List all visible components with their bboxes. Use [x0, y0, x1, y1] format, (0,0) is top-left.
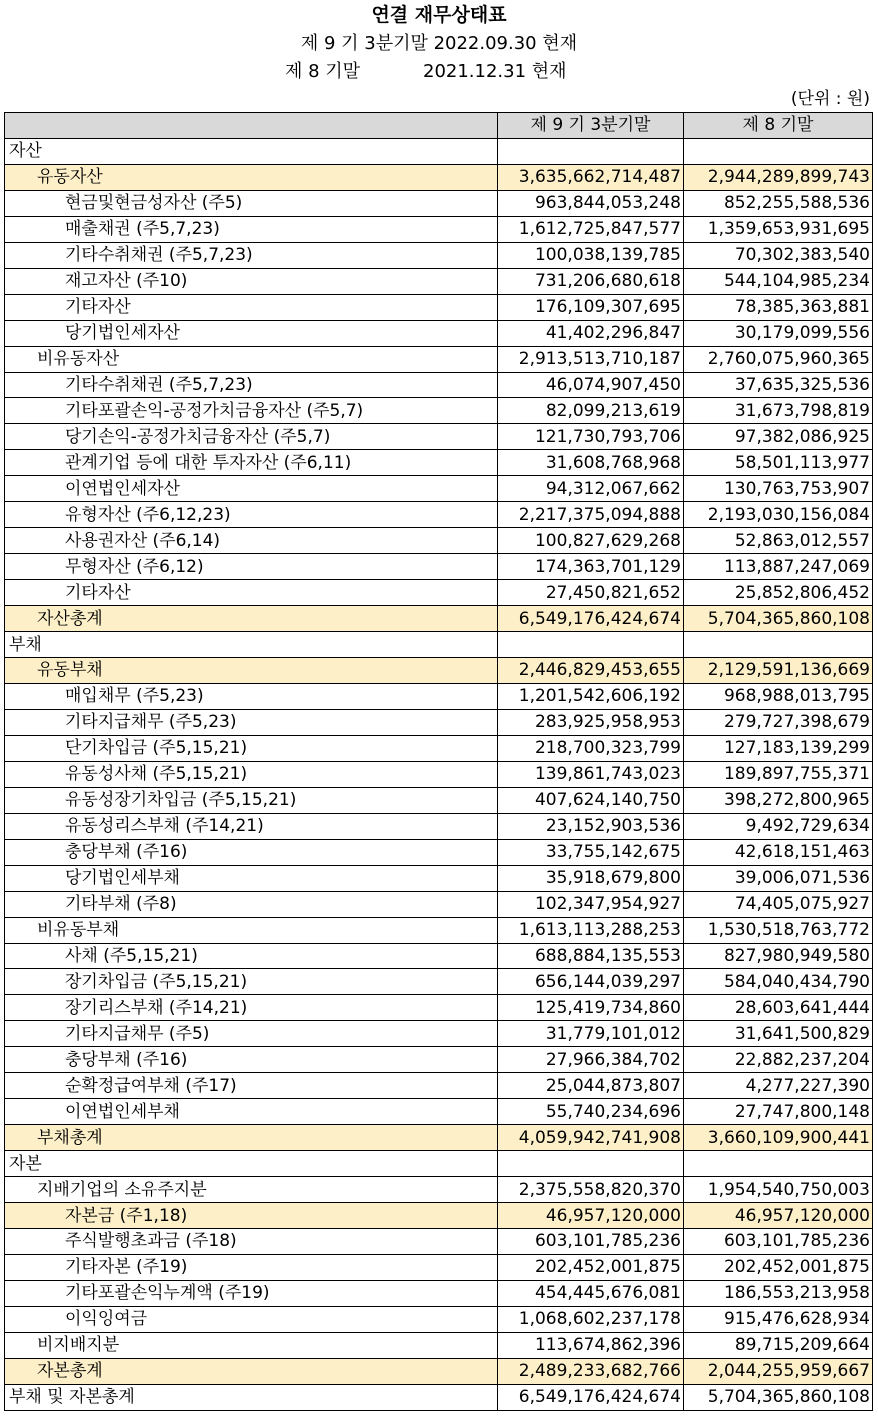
- table-row: [5, 372, 873, 398]
- current-period-value: 963,844,053,248: [498, 190, 684, 216]
- current-period-value: 102,347,954,927: [498, 891, 684, 917]
- current-period-value: 125,419,734,860: [498, 995, 684, 1021]
- table-row: [5, 813, 873, 839]
- header-account: [5, 113, 498, 139]
- table-row: [5, 1384, 873, 1410]
- current-period-value: 6,549,176,424,674: [498, 1384, 684, 1410]
- table-row: [5, 1047, 873, 1073]
- prior-period-value: 127,183,139,299: [684, 735, 873, 761]
- table-row: [5, 606, 873, 632]
- prior-period-value: 89,715,209,664: [684, 1332, 873, 1358]
- account-label: 비유동자산: [5, 346, 498, 372]
- table-row: [5, 580, 873, 606]
- table-row: [5, 424, 873, 450]
- table-row: [5, 969, 873, 995]
- account-label: 당기법인세부채: [5, 865, 498, 891]
- current-period-value: 218,700,323,799: [498, 735, 684, 761]
- prior-period-value: 603,101,785,236: [684, 1228, 873, 1254]
- account-label: 주식발행초과금 (주18): [5, 1228, 498, 1254]
- prior-period-value: 5,704,365,860,108: [684, 606, 873, 632]
- current-period-value: [498, 1151, 684, 1177]
- prior-period-value: 2,944,289,899,743: [684, 164, 873, 190]
- table-row: [5, 216, 873, 242]
- account-label: 재고자산 (주10): [5, 268, 498, 294]
- prior-period-value: 915,476,628,934: [684, 1306, 873, 1332]
- prior-period-value: 544,104,985,234: [684, 268, 873, 294]
- balance-sheet-table: [4, 112, 873, 1411]
- table-row: [5, 398, 873, 424]
- period-prior: 제 8 기말 2021.12.31 현재: [285, 61, 567, 82]
- account-label: 관계기업 등에 대한 투자자산 (주6,11): [5, 450, 498, 476]
- prior-period-value: 1,359,653,931,695: [684, 216, 873, 242]
- prior-period-value: 202,452,001,875: [684, 1254, 873, 1280]
- table-row: [5, 320, 873, 346]
- table-row: [5, 1151, 873, 1177]
- prior-period-value: 2,129,591,136,669: [684, 658, 873, 684]
- account-label: 무형자산 (주6,12): [5, 554, 498, 580]
- prior-period-value: 1,954,540,750,003: [684, 1177, 873, 1203]
- prior-period-value: 31,641,500,829: [684, 1021, 873, 1047]
- table-row: [5, 1125, 873, 1151]
- account-label: 당기법인세자산: [5, 320, 498, 346]
- prior-period-value: 28,603,641,444: [684, 995, 873, 1021]
- prior-period-value: 58,501,113,977: [684, 450, 873, 476]
- current-period-value: 407,624,140,750: [498, 787, 684, 813]
- account-label: 기타부채 (주8): [5, 891, 498, 917]
- table-row: [5, 995, 873, 1021]
- table-row: [5, 891, 873, 917]
- account-label: 충당부채 (주16): [5, 1047, 498, 1073]
- current-period-value: [498, 632, 684, 658]
- account-label: 지배기업의 소유주지분: [5, 1177, 498, 1203]
- table-row: [5, 242, 873, 268]
- account-label: 매출채권 (주5,7,23): [5, 216, 498, 242]
- current-period-value: 1,068,602,237,178: [498, 1306, 684, 1332]
- table-row: [5, 346, 873, 372]
- current-period-value: 27,966,384,702: [498, 1047, 684, 1073]
- prior-period-value: 584,040,434,790: [684, 969, 873, 995]
- current-period-value: 1,201,542,606,192: [498, 683, 684, 709]
- prior-period-value: 31,673,798,819: [684, 398, 873, 424]
- account-label: 사용권자산 (주6,14): [5, 528, 498, 554]
- table-row: [5, 1177, 873, 1203]
- account-label: 기타포괄손익-공정가치금융자산 (주5,7): [5, 398, 498, 424]
- current-period-value: 2,217,375,094,888: [498, 502, 684, 528]
- current-period-value: 202,452,001,875: [498, 1254, 684, 1280]
- current-period-value: 121,730,793,706: [498, 424, 684, 450]
- prior-period-value: 9,492,729,634: [684, 813, 873, 839]
- account-label: 기타자본 (주19): [5, 1254, 498, 1280]
- current-period-value: 35,918,679,800: [498, 865, 684, 891]
- account-label: 자본: [5, 1151, 498, 1177]
- table-row: [5, 865, 873, 891]
- prior-period-value: 25,852,806,452: [684, 580, 873, 606]
- account-label: 유동성장기차입금 (주5,15,21): [5, 787, 498, 813]
- current-period-value: 94,312,067,662: [498, 476, 684, 502]
- prior-period-value: 3,660,109,900,441: [684, 1125, 873, 1151]
- account-label: 부채: [5, 632, 498, 658]
- header-current-period: 제 9 기 3분기말: [498, 113, 684, 139]
- prior-period-value: 30,179,099,556: [684, 320, 873, 346]
- account-label: 비유동부채: [5, 917, 498, 943]
- table-row: [5, 268, 873, 294]
- current-period-value: 100,827,629,268: [498, 528, 684, 554]
- prior-period-value: 189,897,755,371: [684, 761, 873, 787]
- account-label: 이익잉여금: [5, 1306, 498, 1332]
- current-period-value: 174,363,701,129: [498, 554, 684, 580]
- account-label: 매입채무 (주5,23): [5, 683, 498, 709]
- table-row: [5, 1203, 873, 1229]
- current-period-value: 656,144,039,297: [498, 969, 684, 995]
- table-row: [5, 294, 873, 320]
- table-row: [5, 476, 873, 502]
- prior-period-value: 279,727,398,679: [684, 709, 873, 735]
- current-period-value: 41,402,296,847: [498, 320, 684, 346]
- prior-period-value: 70,302,383,540: [684, 242, 873, 268]
- table-row: [5, 138, 873, 164]
- account-label: 자본금 (주1,18): [5, 1203, 498, 1229]
- current-period-value: 31,608,768,968: [498, 450, 684, 476]
- account-label: 유동성사채 (주5,15,21): [5, 761, 498, 787]
- current-period-value: 100,038,139,785: [498, 242, 684, 268]
- current-period-value: 603,101,785,236: [498, 1228, 684, 1254]
- table-row: [5, 735, 873, 761]
- table-row: [5, 761, 873, 787]
- prior-period-value: 22,882,237,204: [684, 1047, 873, 1073]
- current-period-value: 2,375,558,820,370: [498, 1177, 684, 1203]
- current-period-value: 688,884,135,553: [498, 943, 684, 969]
- account-label: 이연법인세자산: [5, 476, 498, 502]
- account-label: 장기차입금 (주5,15,21): [5, 969, 498, 995]
- account-label: 기타자산: [5, 580, 498, 606]
- current-period-value: 25,044,873,807: [498, 1073, 684, 1099]
- current-period-value: 27,450,821,652: [498, 580, 684, 606]
- current-period-value: 2,913,513,710,187: [498, 346, 684, 372]
- account-label: 부채총계: [5, 1125, 498, 1151]
- prior-period-value: 37,635,325,536: [684, 372, 873, 398]
- prior-period-value: 4,277,227,390: [684, 1073, 873, 1099]
- account-label: 비지배지분: [5, 1332, 498, 1358]
- account-label: 유동부채: [5, 658, 498, 684]
- account-label: 단기차입금 (주5,15,21): [5, 735, 498, 761]
- current-period-value: 731,206,680,618: [498, 268, 684, 294]
- table-row: [5, 839, 873, 865]
- account-label: 유동성리스부채 (주14,21): [5, 813, 498, 839]
- current-period-value: 55,740,234,696: [498, 1099, 684, 1125]
- account-label: 자산총계: [5, 606, 498, 632]
- current-period-value: 6,549,176,424,674: [498, 606, 684, 632]
- prior-period-value: 39,006,071,536: [684, 865, 873, 891]
- account-label: 자산: [5, 138, 498, 164]
- table-row: [5, 1306, 873, 1332]
- current-period-value: 46,074,907,450: [498, 372, 684, 398]
- current-period-value: 46,957,120,000: [498, 1203, 684, 1229]
- table-row: [5, 190, 873, 216]
- header-prior-period: 제 8 기말: [684, 113, 873, 139]
- table-row: [5, 917, 873, 943]
- prior-period-value: [684, 138, 873, 164]
- account-label: 충당부채 (주16): [5, 839, 498, 865]
- current-period-value: 139,861,743,023: [498, 761, 684, 787]
- prior-period-value: 27,747,800,148: [684, 1099, 873, 1125]
- period-current: 제 9 기 3분기말 2022.09.30 현재: [300, 33, 578, 54]
- current-period-value: 23,152,903,536: [498, 813, 684, 839]
- table-row: [5, 1021, 873, 1047]
- prior-period-value: [684, 632, 873, 658]
- prior-period-value: 2,044,255,959,667: [684, 1358, 873, 1384]
- account-label: 유동자산: [5, 164, 498, 190]
- current-period-value: 2,446,829,453,655: [498, 658, 684, 684]
- prior-period-value: 186,553,213,958: [684, 1280, 873, 1306]
- prior-period-value: 97,382,086,925: [684, 424, 873, 450]
- current-period-value: 1,612,725,847,577: [498, 216, 684, 242]
- prior-period-value: 852,255,588,536: [684, 190, 873, 216]
- account-label: 기타지급채무 (주5,23): [5, 709, 498, 735]
- prior-period-value: 2,760,075,960,365: [684, 346, 873, 372]
- table-row: [5, 502, 873, 528]
- current-period-value: 2,489,233,682,766: [498, 1358, 684, 1384]
- table-row: [5, 528, 873, 554]
- table-row: [5, 1358, 873, 1384]
- current-period-value: 3,635,662,714,487: [498, 164, 684, 190]
- account-label: 사채 (주5,15,21): [5, 943, 498, 969]
- table-row: [5, 709, 873, 735]
- account-label: 순확정급여부채 (주17): [5, 1073, 498, 1099]
- account-label: 부채 및 자본총계: [5, 1384, 498, 1410]
- account-label: 기타수취채권 (주5,7,23): [5, 372, 498, 398]
- account-label: 기타지급채무 (주5): [5, 1021, 498, 1047]
- account-label: 장기리스부채 (주14,21): [5, 995, 498, 1021]
- prior-period-value: [684, 1151, 873, 1177]
- current-period-value: 82,099,213,619: [498, 398, 684, 424]
- prior-period-value: 398,272,800,965: [684, 787, 873, 813]
- table-row: [5, 164, 873, 190]
- prior-period-value: 52,863,012,557: [684, 528, 873, 554]
- table-row: [5, 943, 873, 969]
- table-row: [5, 1254, 873, 1280]
- table-row: [5, 632, 873, 658]
- account-label: 당기손익-공정가치금융자산 (주5,7): [5, 424, 498, 450]
- current-period-value: 1,613,113,288,253: [498, 917, 684, 943]
- account-label: 이연법인세부채: [5, 1099, 498, 1125]
- unit-label: (단위 : 원): [790, 89, 870, 109]
- table-row: [5, 787, 873, 813]
- account-label: 자본총계: [5, 1358, 498, 1384]
- table-row: [5, 450, 873, 476]
- prior-period-value: 78,385,363,881: [684, 294, 873, 320]
- table-row: [5, 1332, 873, 1358]
- table-row: [5, 554, 873, 580]
- account-label: 유형자산 (주6,12,23): [5, 502, 498, 528]
- prior-period-value: 46,957,120,000: [684, 1203, 873, 1229]
- current-period-value: 176,109,307,695: [498, 294, 684, 320]
- statement-title: 연결 재무상태표: [371, 4, 507, 26]
- prior-period-value: 827,980,949,580: [684, 943, 873, 969]
- account-label: 기타포괄손익누계액 (주19): [5, 1280, 498, 1306]
- table-row: [5, 683, 873, 709]
- table-header-row: [5, 113, 873, 139]
- prior-period-value: 1,530,518,763,772: [684, 917, 873, 943]
- prior-period-value: 5,704,365,860,108: [684, 1384, 873, 1410]
- current-period-value: 33,755,142,675: [498, 839, 684, 865]
- prior-period-value: 968,988,013,795: [684, 683, 873, 709]
- table-body: [5, 138, 873, 1410]
- account-label: 기타자산: [5, 294, 498, 320]
- table-row: [5, 1099, 873, 1125]
- current-period-value: [498, 138, 684, 164]
- prior-period-value: 2,193,030,156,084: [684, 502, 873, 528]
- current-period-value: 4,059,942,741,908: [498, 1125, 684, 1151]
- table-row: [5, 658, 873, 684]
- current-period-value: 454,445,676,081: [498, 1280, 684, 1306]
- account-label: 현금및현금성자산 (주5): [5, 190, 498, 216]
- prior-period-value: 74,405,075,927: [684, 891, 873, 917]
- table-row: [5, 1228, 873, 1254]
- prior-period-value: 42,618,151,463: [684, 839, 873, 865]
- table-row: [5, 1073, 873, 1099]
- prior-period-value: 113,887,247,069: [684, 554, 873, 580]
- current-period-value: 31,779,101,012: [498, 1021, 684, 1047]
- prior-period-value: 130,763,753,907: [684, 476, 873, 502]
- account-label: 기타수취채권 (주5,7,23): [5, 242, 498, 268]
- current-period-value: 113,674,862,396: [498, 1332, 684, 1358]
- current-period-value: 283,925,958,953: [498, 709, 684, 735]
- table-row: [5, 1280, 873, 1306]
